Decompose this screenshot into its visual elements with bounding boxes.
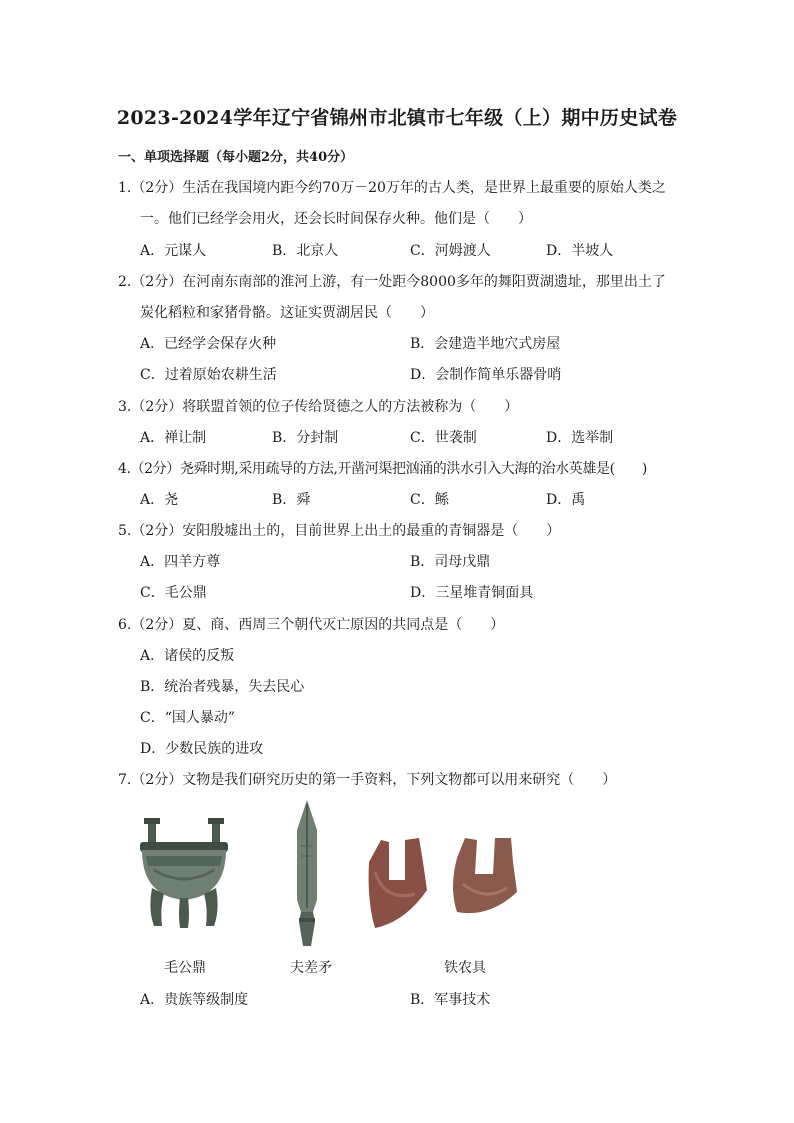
q7-option-b[interactable]: B．军事技术 — [410, 992, 491, 1008]
q3-text-line1: 3.（2分）将联盟首领的位子传给贤德之人的方法被称为（ ） — [118, 399, 519, 415]
q2-option-b[interactable]: B．会建造半地穴式房屋 — [410, 336, 561, 352]
q4-option-c[interactable]: C．鲧 — [410, 492, 449, 508]
q1-text-line2: 一。他们已经学会用火，还会长时间保存火种。他们是（ ） — [140, 211, 532, 227]
q5-text-line1: 5.（2分）安阳殷墟出土的，目前世界上出土的最重的青铜器是（ ） — [118, 523, 561, 539]
fuchai-spear-image — [285, 800, 329, 948]
q4-option-a[interactable]: A．尧 — [140, 492, 179, 508]
q6-text-line1: 6.（2分）夏、商、西周三个朝代灭亡原因的共同点是（ ） — [118, 617, 505, 633]
section-heading: 一、单项选择题（每小题2分，共40分） — [118, 150, 354, 165]
q6-option-a[interactable]: A．诸侯的反叛 — [140, 648, 235, 664]
q5-option-a[interactable]: A．四羊方尊 — [140, 554, 221, 570]
q1-option-d[interactable]: D．半坡人 — [546, 243, 614, 259]
q4-text-line1: 4.（2分）尧舜时期,采用疏导的方法,开凿河渠把汹涌的洪水引入大海的治水英雄是( ) — [118, 461, 647, 477]
q6-option-d[interactable]: D．少数民族的进攻 — [140, 741, 264, 757]
q2-option-a[interactable]: A．已经学会保存火种 — [140, 336, 277, 352]
q3-option-c[interactable]: C．世袭制 — [410, 430, 477, 446]
maogong-ding-image — [134, 818, 234, 933]
iron-farm-tools-image — [365, 832, 535, 938]
q5-option-b[interactable]: B．司母戊鼎 — [410, 554, 491, 570]
caption-maogong-ding: 毛公鼎 — [164, 960, 206, 976]
q1-option-a[interactable]: A．元谋人 — [140, 243, 207, 259]
q1-option-c[interactable]: C．河姆渡人 — [410, 243, 491, 259]
q2-text-line1: 2.（2分）在河南东南部的淮河上游，有一处距今8000多年的舞阳贾湖遗址，那里出土了 — [118, 274, 666, 290]
caption-fuchai-spear: 夫差矛 — [290, 960, 332, 976]
q4-option-b[interactable]: B．舜 — [272, 492, 311, 508]
q4-option-d[interactable]: D．禹 — [546, 492, 586, 508]
q3-option-a[interactable]: A．禅让制 — [140, 430, 207, 446]
page-title: 2023-2024学年辽宁省锦州市北镇市七年级（上）期中历史试卷 — [116, 107, 678, 129]
q6-option-c[interactable]: C．“国人暴动” — [140, 710, 236, 726]
q1-text-line1: 1.（2分）生活在我国境内距今约70万－20万年的古人类，是世界上最重要的原始人类之 — [118, 180, 666, 196]
caption-iron-farm-tools: 铁农具 — [444, 960, 486, 976]
q5-option-c[interactable]: C．毛公鼎 — [140, 585, 207, 601]
q1-option-b[interactable]: B．北京人 — [272, 243, 339, 259]
q7-option-a[interactable]: A．贵族等级制度 — [140, 992, 249, 1008]
q3-option-b[interactable]: B．分封制 — [272, 430, 339, 446]
q3-option-d[interactable]: D．选举制 — [546, 430, 614, 446]
q6-option-b[interactable]: B．统治者残暴，失去民心 — [140, 679, 305, 695]
q7-text-line1: 7.（2分）文物是我们研究历史的第一手资料，下列文物都可以用来研究（ ） — [118, 772, 617, 788]
q5-option-d[interactable]: D．三星堆青铜面具 — [410, 585, 534, 601]
q2-text-line2: 炭化稻粒和家猪骨骼。这证实贾湖居民（ ） — [140, 305, 434, 321]
q2-option-d[interactable]: D．会制作简单乐器骨哨 — [410, 367, 562, 383]
q2-option-c[interactable]: C．过着原始农耕生活 — [140, 367, 277, 383]
